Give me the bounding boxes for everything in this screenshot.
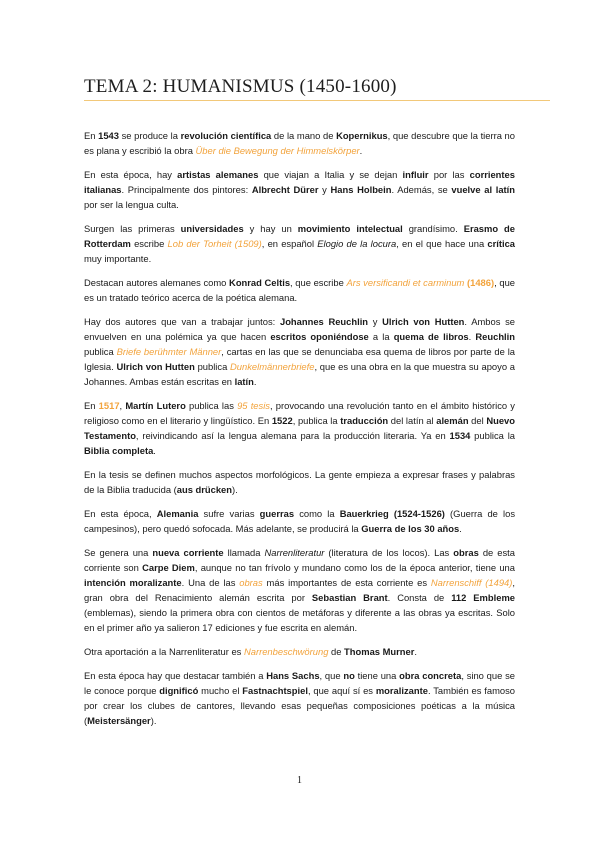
text-run: , aunque no tan frívolo y mundano como los de la época anterior, tiene una [194, 562, 515, 573]
text-run: Sebastian Brant [311, 592, 388, 603]
text-run: En [84, 130, 99, 141]
text-run: Über die Bewegung der Himmelskörper [195, 145, 360, 156]
text-run: guerras [259, 508, 295, 519]
text-run: vuelve al latín [451, 184, 515, 195]
text-run: , en español [261, 238, 318, 249]
text-run: del latín al [388, 415, 437, 426]
text-run: . [359, 145, 363, 156]
text-run: Ars versificandi et carminum [346, 277, 465, 288]
text-run: quema de libros [393, 331, 469, 342]
text-run: llamada [223, 547, 265, 558]
text-run: Fastnachtspiel [242, 685, 308, 696]
text-run: de la mano de [271, 130, 337, 141]
text-run: y hay un [243, 223, 298, 234]
text-run: (1486) [467, 277, 495, 288]
text-run: traducción [340, 415, 389, 426]
text-run: . Ambos se envuelven en una polémica ya que hacen [84, 316, 515, 342]
text-run: . [459, 523, 462, 534]
text-run: Martín Lutero [125, 400, 186, 411]
text-run: tiene una [354, 670, 400, 681]
text-run: , cartas en las que se denunciaba esa quema de libros por parte de la Iglesia. [84, 346, 515, 372]
text-run: aus drücken [176, 484, 232, 495]
text-run: por ser la lengua culta. [84, 199, 179, 210]
text-run: ). [150, 715, 157, 726]
text-run: Reuchlin [475, 331, 515, 342]
text-run: intención moralizante [84, 577, 182, 588]
page-title: TEMA 2: HUMANISMUS (1450-1600) [84, 76, 397, 97]
text-run: . Además, se [391, 184, 452, 195]
text-run: , que escribe [290, 277, 347, 288]
text-run: latín [234, 376, 254, 387]
text-run: Elogio de la locura [317, 238, 397, 249]
text-run: , que aquí sí es [307, 685, 376, 696]
text-run: alemán [436, 415, 469, 426]
text-run: . También es famoso por crear los clubes de cantores, llevando esas pequeñas composiciones poéticas a la música ( [84, 685, 515, 726]
text-run: , provocando una revolución tanto en el ámbito histórico y religioso como en el literario y lingüístico. En [84, 400, 515, 426]
page-number: 1 [297, 775, 302, 786]
text-run: Carpe Diem [142, 562, 195, 573]
text-run: 1543 [98, 130, 119, 141]
text-run: dignificó [159, 685, 199, 696]
text-run: obra concreta [399, 670, 462, 681]
text-run: (Guerra de los campesinos), pero quedó sofocada. Más adelante, se producirá la [84, 508, 516, 534]
text-run: , [119, 400, 126, 411]
text-run: y [368, 316, 383, 327]
text-run: moralizante [375, 685, 428, 696]
text-run: , publica la [292, 415, 341, 426]
text-run: 95 tesis [237, 400, 270, 411]
paragraph [84, 167, 515, 212]
title-underline [84, 100, 550, 101]
text-run: Otra aportación a la Narrenliteratur es [84, 646, 244, 657]
text-run: se produce la [118, 130, 181, 141]
text-run: más importantes de esta corriente es [262, 577, 431, 588]
text-run: publica las [185, 400, 238, 411]
text-run: Narrenbeschwörung [243, 646, 329, 657]
text-run: . Principalmente dos pintores: [121, 184, 252, 195]
text-run: por las [428, 169, 470, 180]
text-run: Alemania [156, 508, 199, 519]
paragraph [84, 467, 515, 497]
text-run: movimiento intelectual [297, 223, 403, 234]
text-run: Thomas Murner [344, 646, 415, 657]
text-run: Ulrich von Hutten [382, 316, 465, 327]
text-run: Narrenliteratur [264, 547, 325, 558]
text-run: (emblemas), siendo la primera obra con cientos de metáforas y diferente a las obras ya escritas. Solo en el primer año ya salieron 17 ediciones y fue escrita en alemán. [84, 607, 515, 633]
text-run: de [328, 646, 345, 657]
text-run: Narrenschiff (1494) [430, 577, 513, 588]
paragraph [84, 128, 515, 158]
text-run: Erasmo de Rotterdam [84, 223, 515, 249]
text-run: 112 Embleme [451, 592, 515, 603]
text-run: Ulrich von Hutten [116, 361, 195, 372]
text-run: , gran obra del Renacimiento alemán escrita por [84, 577, 515, 603]
text-run: Konrad Celtis [229, 277, 291, 288]
text-run: . Una de las [181, 577, 240, 588]
text-run: ). [232, 484, 238, 495]
text-run: sufre varias [198, 508, 260, 519]
text-run: , que es un tratado teórico acerca de la poética alemana. [84, 277, 516, 303]
text-run: , que [319, 670, 344, 681]
text-run: . [468, 331, 476, 342]
text-run: Nuevo Testamento [84, 415, 515, 441]
text-run: no [343, 670, 355, 681]
text-run: a la [368, 331, 394, 342]
text-run: influir [402, 169, 429, 180]
document-body [84, 128, 515, 737]
paragraph [84, 506, 515, 536]
text-run: 1517 [98, 400, 120, 411]
text-run: publica [194, 361, 231, 372]
text-run: escribe [130, 238, 168, 249]
text-run: . [253, 376, 257, 387]
paragraph [84, 668, 515, 728]
text-run: corrientes italianas [84, 169, 515, 195]
text-run: Lob der Torheit (1509) [167, 238, 262, 249]
paragraph [84, 275, 515, 305]
text-run: Hans Sachs [266, 670, 320, 681]
text-run: En esta época, [84, 508, 157, 519]
text-run: , que descubre que la tierra no es plana y escribió la obra [84, 130, 515, 156]
text-run: En [84, 400, 99, 411]
text-run: . [414, 646, 417, 657]
text-run: Destacan autores alemanes como [84, 277, 230, 288]
text-run: de esta corriente son [84, 547, 515, 573]
text-run: En esta época, hay [84, 169, 178, 180]
text-run: obras [453, 547, 479, 558]
text-run: artistas alemanes [177, 169, 259, 180]
text-run: Briefe berühmter Männer [116, 346, 222, 357]
text-run: universidades [180, 223, 244, 234]
text-run: En la tesis se definen muchos aspectos morfológicos. La gente empieza a expresar frases y palabras de la Biblia traducida ( [84, 469, 515, 495]
text-run: Johannes Reuchlin [279, 316, 369, 327]
text-run: publica [84, 346, 117, 357]
text-run: Hay dos autores que van a trabajar juntos: [84, 316, 280, 327]
text-run: crítica [487, 238, 516, 249]
text-run: como la [294, 508, 340, 519]
text-run: Guerra de los 30 años [361, 523, 460, 534]
text-run: Biblia completa [84, 445, 154, 456]
text-run: , en el que hace una [396, 238, 488, 249]
text-run: (literatura de los locos). Las [324, 547, 454, 558]
paragraph [84, 545, 515, 635]
text-run: y [318, 184, 331, 195]
paragraph [84, 398, 515, 458]
text-run: revolución científica [180, 130, 272, 141]
text-run: (1524-1526) [393, 508, 445, 519]
text-run: Dunkelmännerbriefe [230, 361, 315, 372]
text-run: Kopernikus [336, 130, 388, 141]
paragraph [84, 644, 515, 659]
text-run: Meistersänger [87, 715, 151, 726]
text-run: publica la [470, 430, 515, 441]
text-run: grandísimo. [402, 223, 464, 234]
text-run: muy importante. [84, 253, 152, 264]
text-run: Hans Holbein [330, 184, 392, 195]
text-run: nueva corriente [152, 547, 224, 558]
text-run: Surgen las primeras [84, 223, 181, 234]
text-run: 1522 [271, 415, 293, 426]
text-run: Se genera una [84, 547, 153, 558]
text-run: del [468, 415, 487, 426]
paragraph [84, 221, 515, 266]
text-run: obras [239, 577, 263, 588]
text-run: Albrecht Dürer [251, 184, 319, 195]
text-run: Bauerkrieg [339, 508, 389, 519]
text-run: escritos oponiéndose [270, 331, 369, 342]
text-run: En esta época hay que destacar también a [84, 670, 267, 681]
text-run: 1534 [449, 430, 471, 441]
text-run: . Consta de [387, 592, 452, 603]
text-run: . [153, 445, 156, 456]
text-run: , que es una obra en la que muestra su apoyo a Johannes. Ambas están escritas en [84, 361, 515, 387]
paragraph [84, 314, 515, 389]
text-run: , sino que se le conoce porque [84, 670, 515, 696]
text-run: que viajan a Italia y se dejan [258, 169, 403, 180]
text-run: mucho el [198, 685, 243, 696]
text-run: , reivindicando así la lengua alemana para la producción literaria. Ya en [135, 430, 450, 441]
